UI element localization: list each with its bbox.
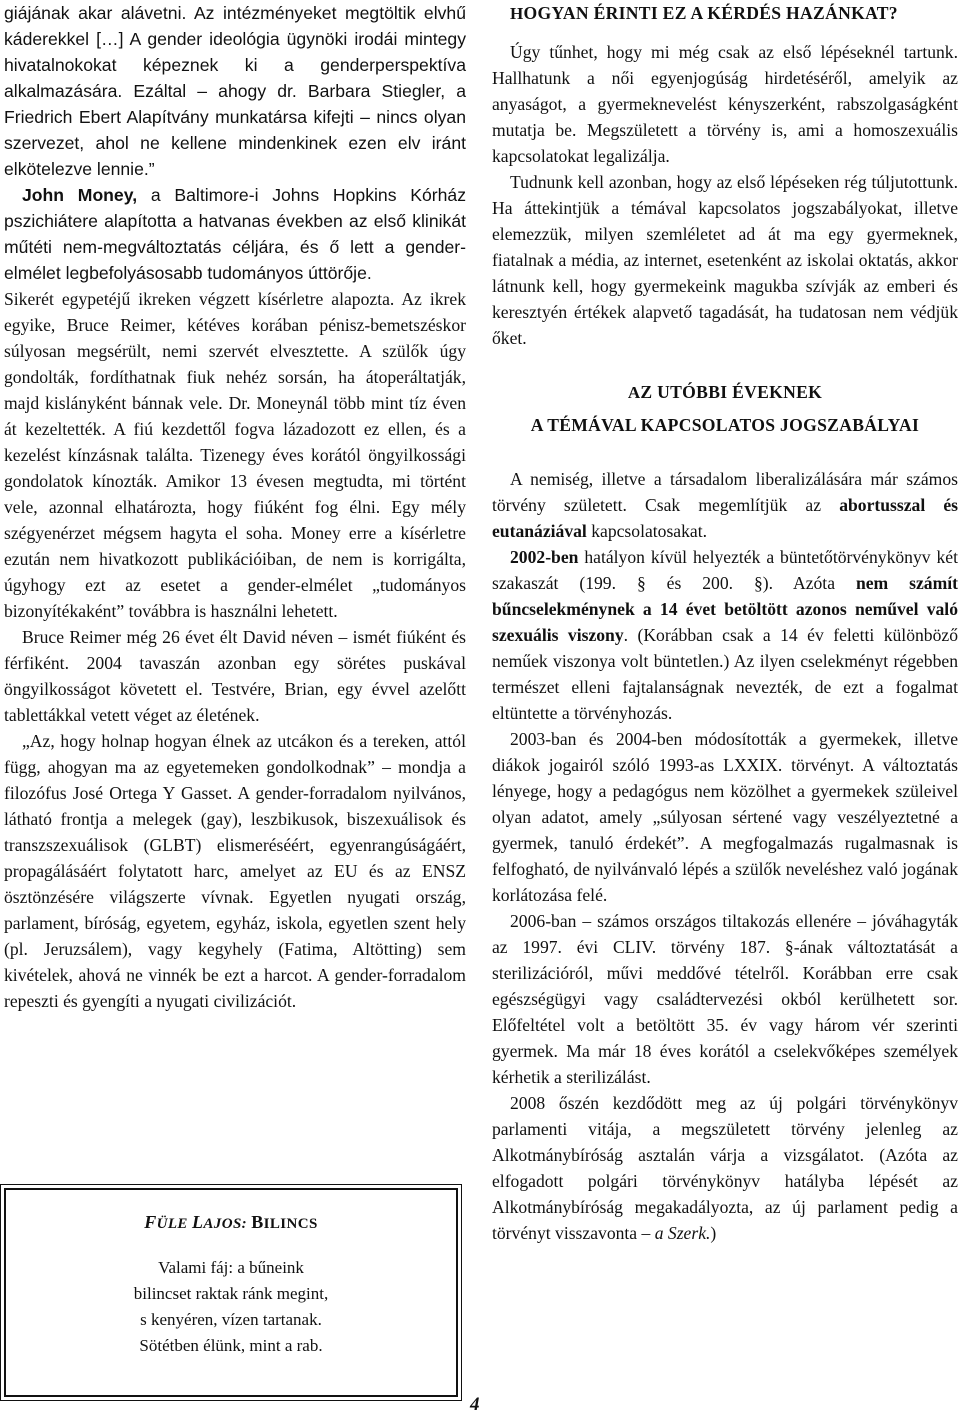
left-paragraph-2: John Money, a Baltimore-i Johns Hopkins Kórház pszichiátere alapította a hatvanas években az első klinikát műtéti nem-megváltoztatás céljára, és ő lett a gender-elmélet legbefolyásosabb tudományos úttörője.	[4, 185, 467, 283]
poem-line: bilincset raktak ránk megint,	[133, 1284, 329, 1303]
right-paragraph-6: 2006-ban – számos országos tiltakozás ellenére – jóváhagyták az 1997. évi CLIV. törvény 187. §-ának változtatását a sterilizációról, művi meddővé tételről. Korábban erre csak egészségügyi vagy családtervezési okból kerülhetett sor. Előfeltétel volt a betöltött 35. év vagy három vér szerinti gyermek. Ma már 18 éves korától a cselekvőképes személyek kérhetik a sterilizálást.	[492, 911, 958, 1087]
poem-line: Valami fáj: a bűneink	[158, 1258, 304, 1277]
left-paragraph-4: Bruce Reimer még 26 évet élt David néven – ismét fiúként és férfiként. 2004 tavaszán azonban egy sörétes puskával öngyilkosságot követett el. Testvére, Brian, egy évvel azelőtt tablettákkal vetett véget az életének.	[4, 627, 466, 725]
left-column	[4, 0, 466, 1014]
poem-line: s kenyéren, vízen tartanak.	[140, 1310, 322, 1329]
poem-title: FÜLE LAJOS: BILINCS	[144, 1212, 318, 1232]
right-paragraph-7: 2008 őszén kezdődött meg az új polgári törvénykönyv parlamenti vitája, a megszületett törvény jelenleg az Alkotmánybíróság asztalán várja a vizsgálatot. (Azóta az elfogadott polgári törvénykönyv hatályba lépését az Alkotmánybíróság megakadályozta, az új parlament pedig a törvényt visszavonta – a Szerk.)	[492, 1093, 958, 1243]
right-paragraph-2: Tudnunk kell azonban, hogy az első lépéseken rég túljutottunk. Ha áttekintjük a témával kapcsolatos jogszabályokat, illetve elemezzük, milyen szemléletet ad át ma egy gyermeknek, fiatalnak a média, az internet, esetenként az iskolai oktatás, akkor látnunk kell, hogy gyermekeink magukba szívják az emberi és keresztyén értékek alapvető tagadását, ha tudatosan nem védjük őket.	[492, 172, 958, 348]
right-paragraph-3: A nemiség, illetve a társadalom liberalizálására már számos törvény született. Csak megemlítjük az abortusszal és eutanáziával kapcsolatosakat.	[492, 469, 958, 541]
right-column	[492, 0, 958, 1246]
section-heading-1: HOGYAN ÉRINTI EZ A KÉRDÉS HAZÁNKAT?	[510, 3, 898, 23]
section-heading-2: AZ UTÓBBI ÉVEKNEK A TÉMÁVAL KAPCSOLATOS JOGSZABÁLYAI	[530, 382, 920, 435]
left-paragraph-5: „Az, hogy holnap hogyan élnek az utcákon és a tereken, attól függ, ahogyan ma az egyetemeken gondolkodnak” – mondja a filozófus José Ortega Y Gasset. A gender-forradalom nyilvános, látható frontja a melegek (gay), leszbikusok, biszexuálisok és transzszexuálisok (GLBT) elismeréséért, egyenrangúságáért, propagálásáért folytatott harc, amelyet az EU és az ENSZ ösztönzésére világszerte vívnak. Egyetlen nyugati ország, parlament, bíróság, egyetem, egyház, iskola, egyetlen szent hely (pl. Jeruzsálem), vagy kegyhely (Fatima, Altötting) sem kivételek, ahová ne vinnék be ezt a harcot. A gender-forradalom repeszti és gyengíti a nyugati civilizációt.	[4, 731, 466, 1011]
right-paragraph-4: 2002-ben hatályon kívül helyezték a büntetőtörvénykönyv két szakaszát (199. § és 200. §). Azóta nem számít bűncselekménynek a 14 évet betöltött azonos neművel való szexuális viszony. (Korábban csak a 14 év feletti különböző neműek viszonya volt büntetlen.) Az ilyen cselekményt régebben természet elleni fajtalanságnak nevezték, de ezt a fogalmat eltüntette a törvényhozás.	[492, 547, 958, 723]
poem-line: Sötétben élünk, mint a rab.	[139, 1336, 323, 1355]
left-paragraph-3: Sikerét egypetéjű ikreken végzett kísérletre alapozta. Az ikrek egyike, Bruce Reimer, kétéves korában pénisz-bemetszéskor súlyosan megsérült, nemi szervét elvesztette. A szülők úgy gondolták, fordíthatnak fiuk nehéz sorsán, ha átoperáltatják, majd kislányként bánnak vele. Dr. Moneynál több mint tíz éven át kezeltették. A fiú kezdettől fogva lázadozott ez ellen, és a kezelést kínzásnak találta. Tizenegy éves korától öngyilkossági gondolatok kínozták. Amikor 13 évesen megtudta, mi történt vele, azonnal elhatározta, hogy fiúként fog élni. Egy mély szégyenérzet mégsem hagyta el soha. Money erre a kísérletre ezután nem hivatkozott publikációiban, de nem is korrigálta, úgyhogy ezt az esetet a gender-elmélet „tudományos bizonyítékaként” továbbra is használni lehetett.	[4, 289, 466, 621]
left-paragraph-1: giájának akar alávetni. Az intézményeket megtöltik elvhű káderekkel […] A gender ideológia ügynöki irodái mintegy hivatalnokokat képeznek ki a genderperspektíva alkalmazására. Ezáltal – ahogy dr. Barbara Stiegler, a Friedrich Ebert Alapítvány munkatársa kifejti – nincs olyan szervezet, ahol ne kellene mindenkinek ezen elv iránt elkötelezve lennie.”	[4, 3, 466, 179]
poem-box	[4, 1188, 458, 1397]
john-money-name: John Money,	[22, 185, 138, 205]
right-paragraph-1: Úgy tűnhet, hogy mi még csak az első lépéseknél tartunk. Hallhatunk a női egyenjogúság hirdetéséről, amelyik az anyaságot, a gyermeknevelést kényszerként, rabszolgaságként mutatja be. Megszületett a törvény is, ami a homoszexuális kapcsolatokat legalizálja.	[492, 42, 958, 166]
right-paragraph-5: 2003-ban és 2004-ben módosították a gyermekek, illetve diákok jogairól szóló 1993-as LXXIX. törvényt. A változtatás lényege, hogy a pedagógus nem közölhet a gyermekek szüleivel olyan adatot, amely „súlyosan sértené vagy veszélyeztetné a gyermek, tanuló érdekét”. A megfogalmazás rugalmasnak is felfogható, de nyilvánvaló lépés a szülők neveléshez való jogának korlátozása felé.	[492, 729, 958, 905]
poem-lines	[6, 1255, 456, 1359]
page-number: 4	[470, 1394, 480, 1415]
